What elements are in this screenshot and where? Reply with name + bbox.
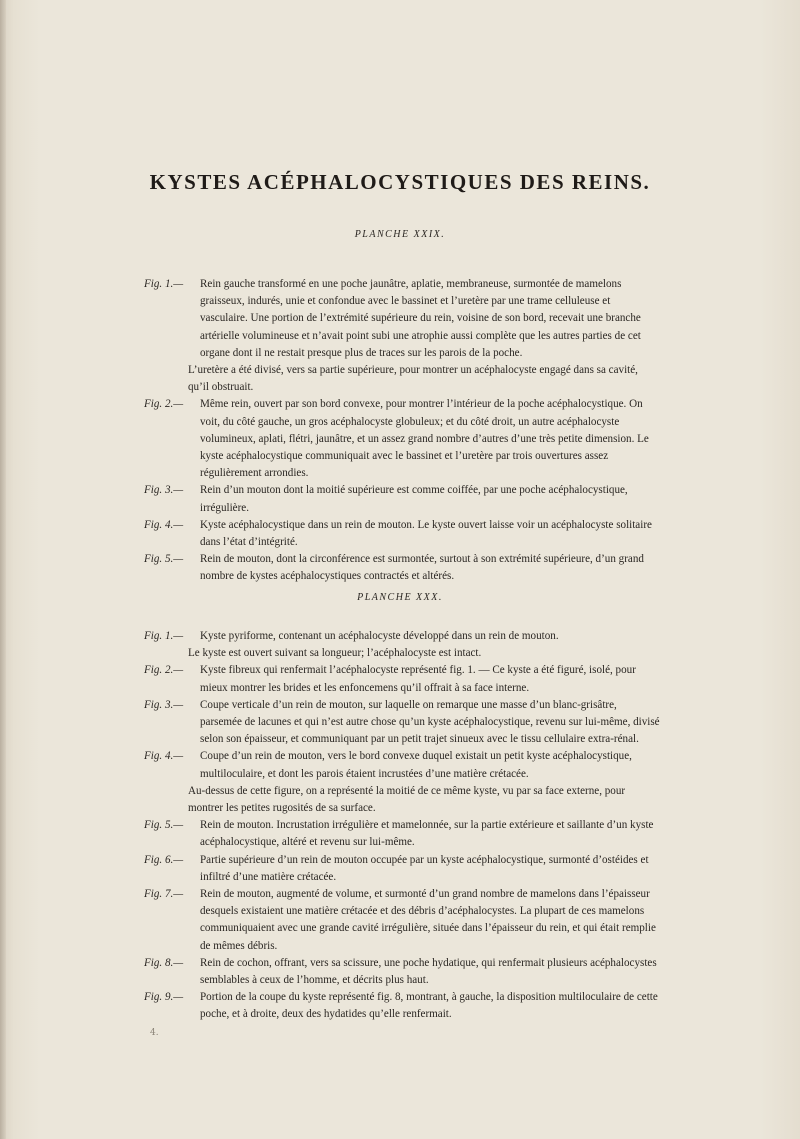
plate-heading: PLANCHE XXX. (357, 592, 443, 603)
figure-label: Fig. 4.— (144, 750, 184, 763)
figure-entry (144, 697, 660, 749)
figure-description: Coupe d’un rein de mouton, vers le bord convexe duquel existait un petit kyste acéphalocystique, multiloculaire, et dont les parois étaient incrustées d’une matière crétacée. (200, 750, 632, 780)
figure-label: Fig. 7.— (144, 888, 184, 901)
figure-entry (144, 276, 660, 362)
figure-description: Rein d’un mouton dont la moitié supérieure est comme coiffée, par une poche acéphalocystique, irrégulière. (200, 484, 628, 514)
page-mark: 4. (150, 1028, 159, 1038)
figure-description: Kyste fibreux qui renfermait l’acéphalocyste représenté fig. 1. — Ce kyste a été figuré, isolé, pour mieux montrer les brides et les enfoncemens qu’il offrait à sa face interne. (200, 664, 636, 694)
figure-entry (144, 817, 660, 851)
figure-label: Fig. 9.— (144, 991, 184, 1004)
plate-section (144, 628, 660, 1024)
figure-label: Fig. 4.— (144, 518, 184, 531)
figure-label: Fig. 3.— (144, 484, 184, 497)
figure-label: Fig. 6.— (144, 853, 184, 866)
plate-section (144, 276, 660, 586)
figure-label: Fig. 8.— (144, 956, 184, 969)
figure-entry (144, 662, 660, 696)
plate-heading: PLANCHE XXIX. (354, 229, 446, 240)
figure-label: Fig. 3.— (144, 698, 184, 711)
page-title: KYSTES ACÉPHALOCYSTIQUES DES REINS. (149, 170, 651, 194)
figure-entry (144, 482, 660, 516)
figure-entry (144, 362, 660, 396)
figure-label: Fig. 5.— (144, 819, 184, 832)
figure-entry (144, 989, 660, 1023)
figure-description: L’uretère a été divisé, vers sa partie supérieure, pour montrer un acéphalocyste engagé dans sa cavité, qu’il obstruait. (188, 364, 638, 394)
figure-entry (144, 628, 660, 645)
figure-description: Rein gauche transformé en une poche jaunâtre, aplatie, membraneuse, surmontée de mamelons graisseux, indurés, unie et confondue avec le bassinet et l’uretère par une trame celluleuse et vasculaire. Une portion de l’extrémité supérieure du rein, voisine de son bord, recevait une branche artérielle volumineuse et n’avait point subi une atrophie aussi complète que les autres parties de cet organe dont il ne restait presque plus de traces sur les parois de la poche. (200, 278, 641, 359)
figure-label: Fig. 5.— (144, 553, 184, 566)
figure-entry (144, 886, 660, 955)
figure-entry (144, 396, 660, 482)
figure-label: Fig. 1.— (144, 630, 184, 642)
figure-description: Coupe verticale d’un rein de mouton, sur laquelle on remarque une masse d’un blanc-grisâtre, parsemée de lacunes et qui n’est autre chose qu’un kyste acéphalocystique, revenu sur lui-même, divisé selon son épaisseur, et communiquant par un petit trajet sinueux avec le tissu cellulaire extra-rénal. (200, 698, 660, 746)
figure-description: Rein de mouton, dont la circonférence est surmontée, surtout à son extrémité supérieure, d’un grand nombre de kystes acéphalocystiques contractés et altérés. (200, 553, 644, 583)
figure-entry (144, 517, 660, 551)
figure-entry (144, 748, 660, 782)
figure-description: Même rein, ouvert par son bord convexe, pour montrer l’intérieur de la poche acéphalocystique. On voit, du côté gauche, un gros acéphalocyste globuleux; et du côté droit, un autre acéphalocyste volumineux, aplati, flétri, jaunâtre, et un assez grand nombre d’autres d’une très petite dimension. Le kyste acéphalocystique communiquait avec le bassinet et l’uretère par trois ouvertures assez régulièrement arrondies. (200, 398, 649, 480)
figure-description: Au-dessus de cette figure, on a représenté la moitié de ce même kyste, vu par sa face externe, pour montrer les petites rugosités de sa surface. (188, 784, 626, 815)
figure-entry (144, 551, 660, 585)
figure-description: Le kyste est ouvert suivant sa longueur; l’acéphalocyste est intact. (188, 647, 482, 660)
figure-entry (144, 955, 660, 989)
figure-description: Kyste pyriforme, contenant un acéphalocyste développé dans un rein de mouton. (200, 630, 559, 642)
figure-label: Fig. 2.— (144, 664, 184, 677)
figure-entry (144, 852, 660, 886)
figure-description: Rein de cochon, offrant, vers sa scissure, une poche hydatique, qui renfermait plusieurs acéphalocystes semblables à ceux de l’homme, et décrits plus haut. (200, 956, 657, 987)
figure-description: Rein de mouton, augmenté de volume, et surmonté d’un grand nombre de mamelons dans l’épaisseur desquels existaient une matière crétacée et des débris d’acéphalocystes. La plupart de ces mamelons communiquaient avec une grande cavité irrégulière, située dans l’épaisseur du rein, et qui était remplie de mêmes débris. (200, 888, 656, 952)
figure-description: Partie supérieure d’un rein de mouton occupée par un kyste acéphalocystique, surmonté d’ostéides et infiltré d’une matière crétacée. (200, 853, 649, 883)
figure-description: Rein de mouton. Incrustation irrégulière et mamelonnée, sur la partie extérieure et saillante d’un kyste acéphalocystique, altéré et revenu sur lui-même. (200, 819, 654, 849)
figure-label: Fig. 2.— (144, 398, 184, 411)
figure-description: Kyste acéphalocystique dans un rein de mouton. Le kyste ouvert laisse voir un acéphalocyste solitaire dans l’état d’intégrité. (200, 518, 652, 549)
figure-entry (144, 783, 660, 817)
figure-label: Fig. 1.— (144, 278, 184, 290)
figure-description: Portion de la coupe du kyste représenté fig. 8, montrant, à gauche, la disposition multiloculaire de cette poche, et à droite, deux des hydatides qu’elle renfermait. (200, 991, 658, 1021)
figure-entry (144, 645, 660, 662)
